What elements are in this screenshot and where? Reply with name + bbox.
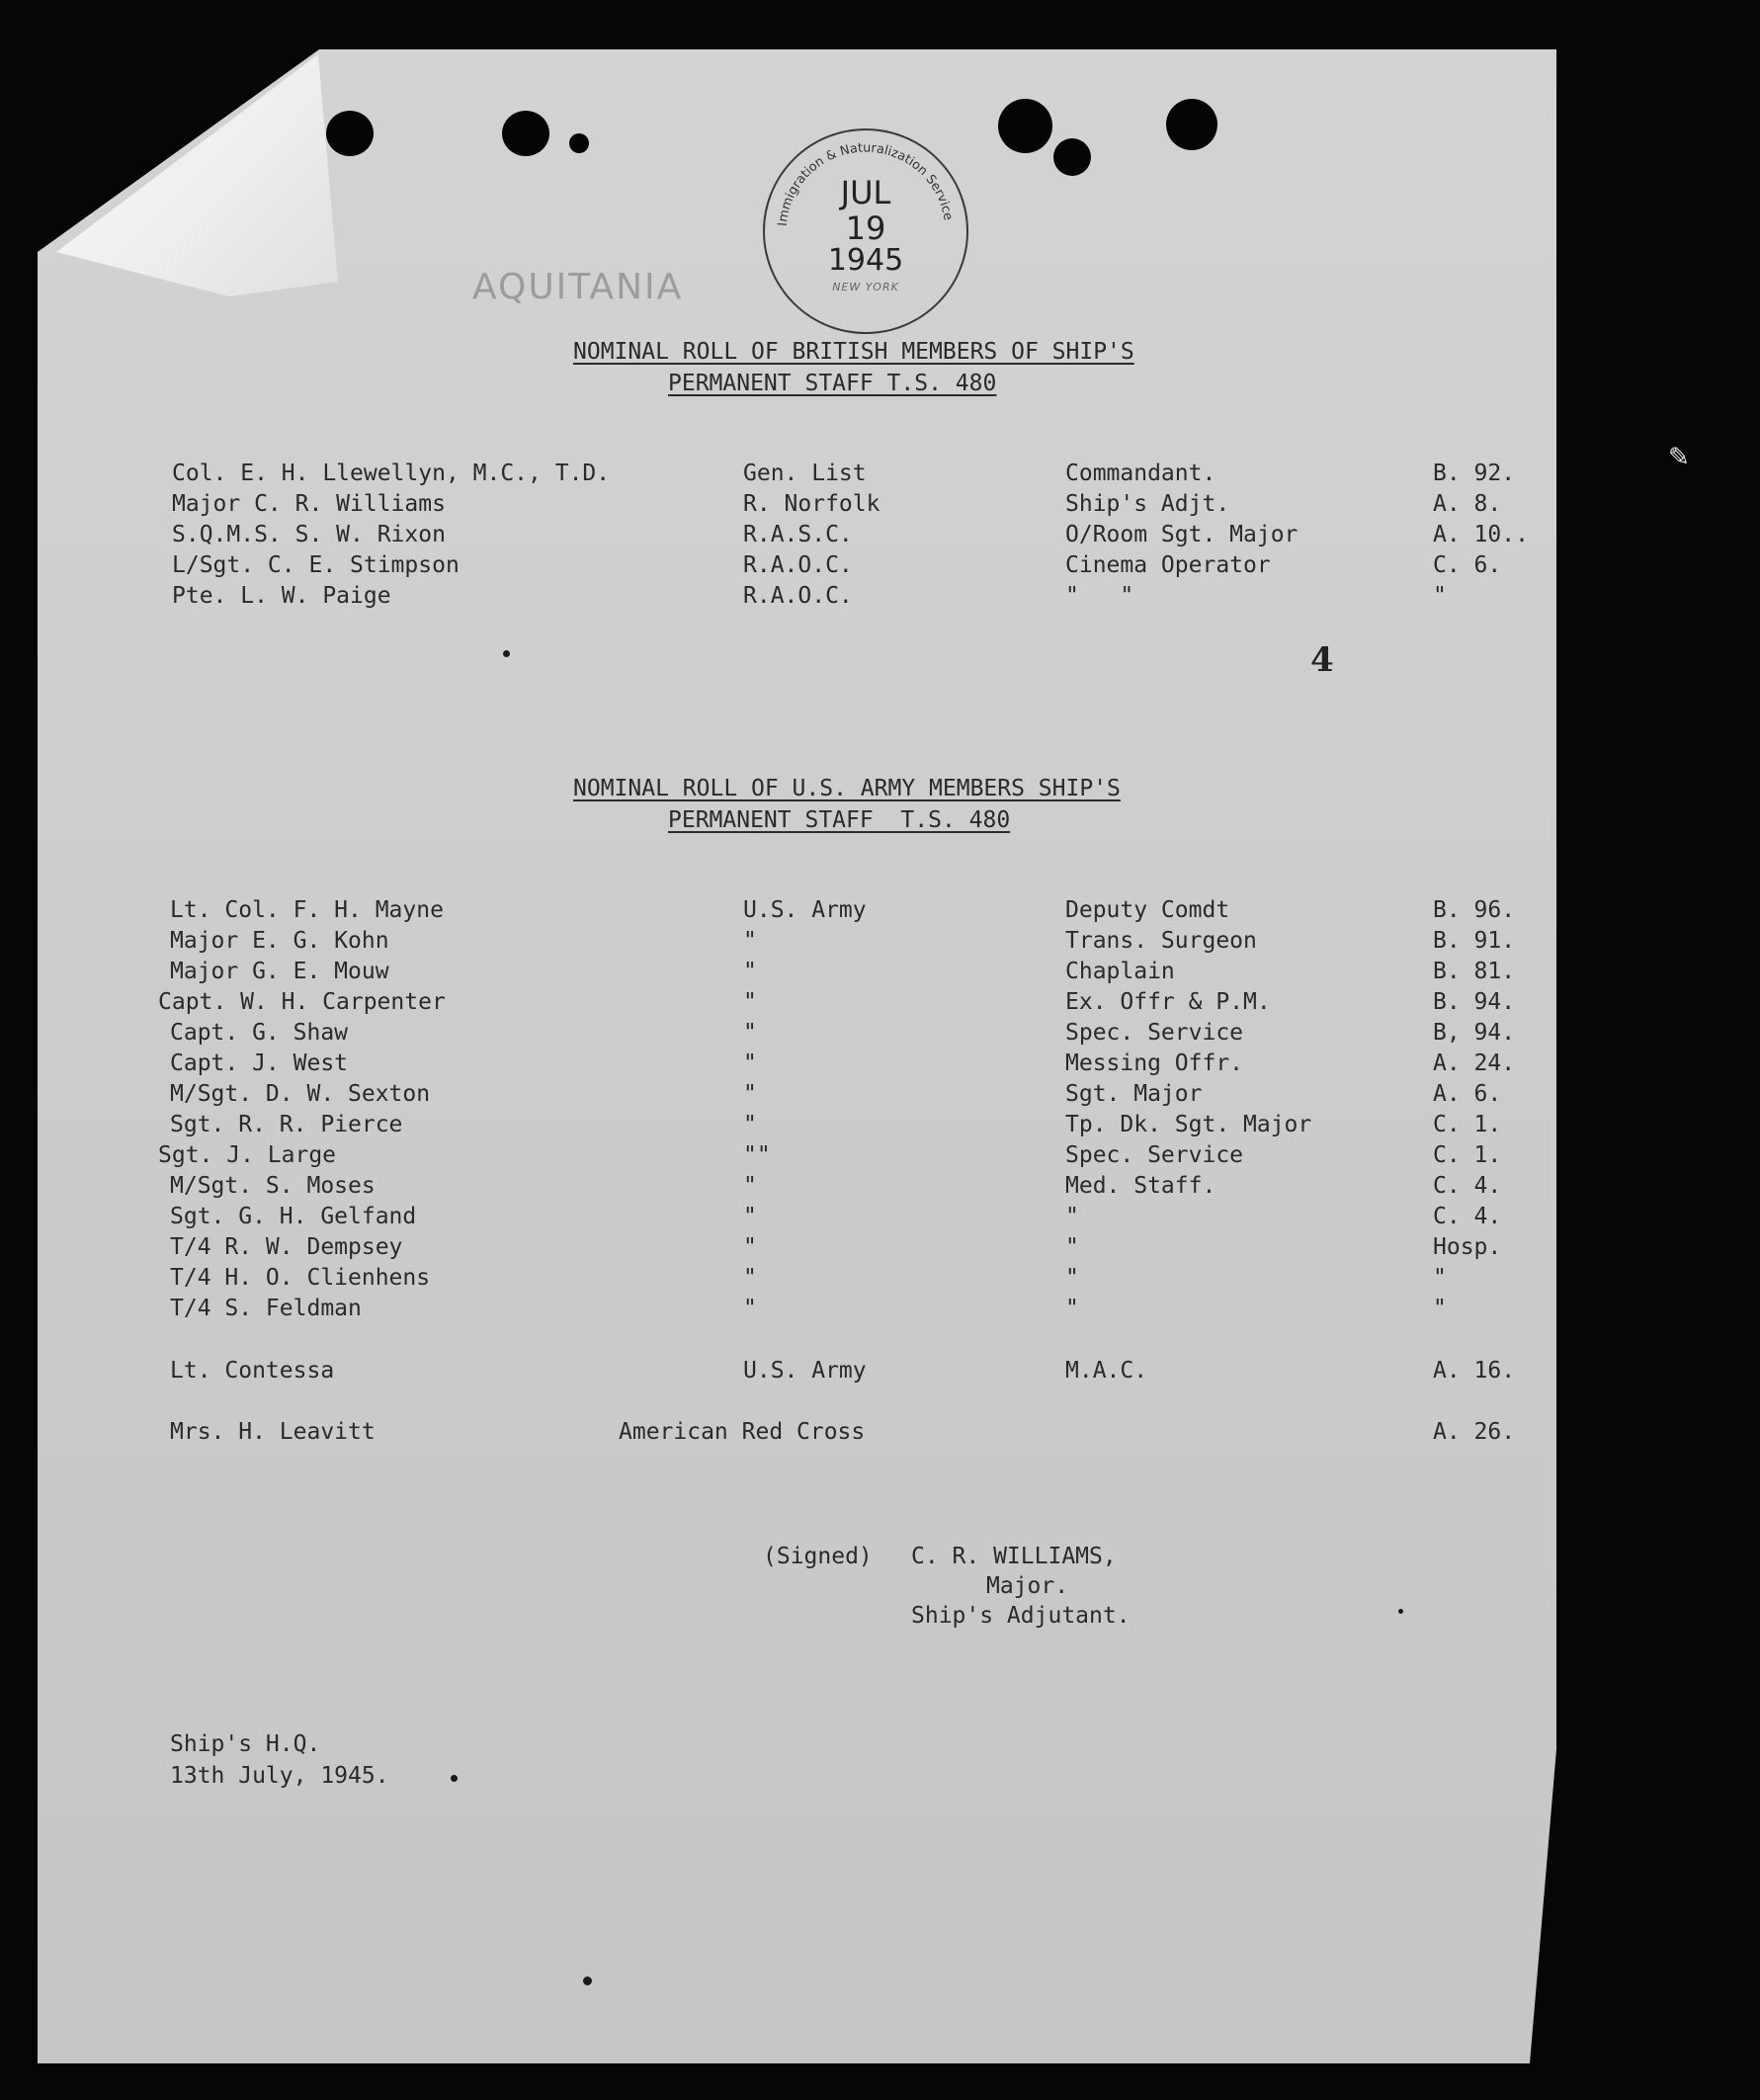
duty: O/Room Sgt. Major (1065, 522, 1299, 547)
unit: " (743, 1050, 757, 1076)
punch-hole (1166, 99, 1217, 150)
unit: " (743, 928, 757, 954)
table-row (0, 897, 1760, 928)
cabin: B, 94. (1433, 1020, 1516, 1046)
person-name: T/4 H. O. Clienhens (170, 1265, 431, 1291)
table-row (0, 1142, 1760, 1173)
duty: Ex. Offr & P.M. (1065, 989, 1271, 1015)
person-name: T/4 S. Feldman (170, 1296, 362, 1321)
footer-date: 13th July, 1945. (170, 1763, 389, 1789)
table-row (0, 1358, 1760, 1388)
duty: Commandant. (1065, 461, 1216, 486)
duty: Spec. Service (1065, 1020, 1244, 1046)
unit: U.S. Army (743, 897, 867, 923)
punch-hole (502, 111, 549, 156)
unit: R.A.S.C. (743, 522, 853, 547)
table-row (0, 522, 1760, 552)
punch-hole (569, 133, 589, 153)
date-stamp (763, 128, 968, 334)
person-name: T/4 R. W. Dempsey (170, 1234, 403, 1260)
duty: Med. Staff. (1065, 1173, 1216, 1199)
cabin: C. 4. (1433, 1173, 1502, 1199)
person-name: L/Sgt. C. E. Stimpson (172, 552, 460, 578)
duty: " (1065, 1296, 1079, 1321)
duty: " (1065, 1204, 1079, 1229)
person-name: Sgt. G. H. Gelfand (170, 1204, 417, 1229)
red-cross-row (0, 1419, 1760, 1450)
cabin: A. 10.. (1433, 522, 1529, 547)
table-row (0, 1296, 1760, 1326)
cabin: " (1433, 1265, 1447, 1291)
duty: Trans. Surgeon (1065, 928, 1257, 954)
red-cross-cabin: A. 26. (1433, 1419, 1516, 1445)
cabin: B. 91. (1433, 928, 1516, 954)
unit: R.A.O.C. (743, 583, 853, 609)
person-name: Capt. J. West (170, 1050, 349, 1076)
unit: Gen. List (743, 461, 867, 486)
person-name: Major C. R. Williams (172, 491, 446, 517)
cabin: A. 6. (1433, 1081, 1502, 1107)
duty: Cinema Operator (1065, 552, 1271, 578)
ink-speck (583, 1976, 592, 1985)
unit: " (743, 1296, 757, 1321)
duty: " (1065, 1265, 1079, 1291)
duty: Tp. Dk. Sgt. Major (1065, 1112, 1312, 1137)
signed-label: (Signed) (763, 1544, 873, 1569)
person-name: M/Sgt. D. W. Sexton (170, 1081, 431, 1107)
cabin: " (1433, 583, 1447, 609)
us-roll-title-line1: NOMINAL ROLL OF U.S. ARMY MEMBERS SHIP'S (573, 776, 1121, 801)
duty: Sgt. Major (1065, 1081, 1203, 1107)
table-row (0, 1112, 1760, 1142)
unit: " (743, 1112, 757, 1137)
table-row (0, 1020, 1760, 1050)
footer-place: Ship's H.Q. (170, 1731, 321, 1757)
red-cross-org: American Red Cross (619, 1419, 866, 1445)
margin-mark: ✎ (1668, 443, 1690, 472)
table-row (0, 552, 1760, 583)
unit: " (743, 1020, 757, 1046)
signatory-name: C. R. WILLIAMS, (911, 1544, 1117, 1569)
cabin: B. 96. (1433, 897, 1516, 923)
us-roll-title-line2: PERMANENT STAFF T.S. 480 (668, 807, 1011, 833)
table-row (0, 989, 1760, 1020)
cabin: A. 8. (1433, 491, 1502, 517)
unit: R.A.O.C. (743, 552, 853, 578)
table-row (0, 1265, 1760, 1296)
punch-hole (326, 111, 374, 156)
table-row (0, 461, 1760, 491)
table-row (0, 1173, 1760, 1204)
table-row (0, 1204, 1760, 1234)
table-row (0, 1050, 1760, 1081)
person-name: S.Q.M.S. S. W. Rixon (172, 522, 446, 547)
person-name: Sgt. J. Large (158, 1142, 337, 1168)
cabin: A. 16. (1433, 1358, 1516, 1384)
person-name: Lt. Col. F. H. Mayne (170, 897, 444, 923)
cabin: C. 4. (1433, 1204, 1502, 1229)
duty: Messing Offr. (1065, 1050, 1244, 1076)
duty: " (1065, 1234, 1079, 1260)
unit: " (743, 1234, 757, 1260)
table-row (0, 1081, 1760, 1112)
british-roll-title-line2: PERMANENT STAFF T.S. 480 (668, 371, 997, 396)
table-row (0, 491, 1760, 522)
ship-name-stamp: AQUITANIA (472, 267, 684, 307)
cabin: C. 1. (1433, 1142, 1502, 1168)
stamp-agency: Immigration & Naturalization Service (775, 140, 956, 227)
unit: R. Norfolk (743, 491, 880, 517)
person-name: Capt. W. H. Carpenter (158, 989, 446, 1015)
duty: Spec. Service (1065, 1142, 1244, 1168)
cabin: B. 92. (1433, 461, 1516, 486)
british-roll-title-line1: NOMINAL ROLL OF BRITISH MEMBERS OF SHIP'S (573, 339, 1134, 365)
cabin: B. 94. (1433, 989, 1516, 1015)
cabin: " (1433, 1296, 1447, 1321)
person-name: Col. E. H. Llewellyn, M.C., T.D. (172, 461, 611, 486)
stamp-city: NEW YORK (832, 281, 899, 294)
stamp-month: JUL (840, 174, 891, 211)
person-name: Major G. E. Mouw (170, 959, 389, 984)
unit: " (743, 1081, 757, 1107)
duty: M.A.C. (1065, 1358, 1148, 1384)
red-cross-name: Mrs. H. Leavitt (170, 1419, 376, 1445)
duty: Ship's Adjt. (1065, 491, 1230, 517)
unit: " (743, 989, 757, 1015)
page-number: 4 (1310, 640, 1334, 680)
person-name: Sgt. R. R. Pierce (170, 1112, 403, 1137)
cabin: C. 1. (1433, 1112, 1502, 1137)
table-row (0, 583, 1760, 614)
cabin: C. 6. (1433, 552, 1502, 578)
signatory-rank: Major. (986, 1573, 1069, 1599)
ink-speck (1398, 1609, 1403, 1614)
cabin: Hosp. (1433, 1234, 1502, 1260)
cabin: A. 24. (1433, 1050, 1516, 1076)
punch-hole (1053, 138, 1091, 176)
table-row (0, 959, 1760, 989)
person-name: Lt. Contessa (170, 1358, 335, 1384)
cabin: B. 81. (1433, 959, 1516, 984)
person-name: Pte. L. W. Paige (172, 583, 391, 609)
unit: " (743, 1265, 757, 1291)
duty: " " (1065, 583, 1134, 609)
person-name: Major E. G. Kohn (170, 928, 389, 954)
table-row (0, 928, 1760, 959)
stamp-day: 19 (845, 210, 886, 247)
ink-speck (503, 650, 510, 657)
unit: " (743, 1173, 757, 1199)
stamp-year: 1945 (827, 243, 904, 278)
duty: Chaplain (1065, 959, 1175, 984)
person-name: Capt. G. Shaw (170, 1020, 349, 1046)
unit: "" (743, 1142, 771, 1168)
ink-speck (451, 1775, 458, 1782)
unit: " (743, 1204, 757, 1229)
table-row (0, 1234, 1760, 1265)
punch-hole (998, 99, 1052, 153)
person-name: M/Sgt. S. Moses (170, 1173, 376, 1199)
duty: Deputy Comdt (1065, 897, 1230, 923)
unit: U.S. Army (743, 1358, 867, 1384)
signatory-title: Ship's Adjutant. (911, 1603, 1131, 1629)
unit: " (743, 959, 757, 984)
